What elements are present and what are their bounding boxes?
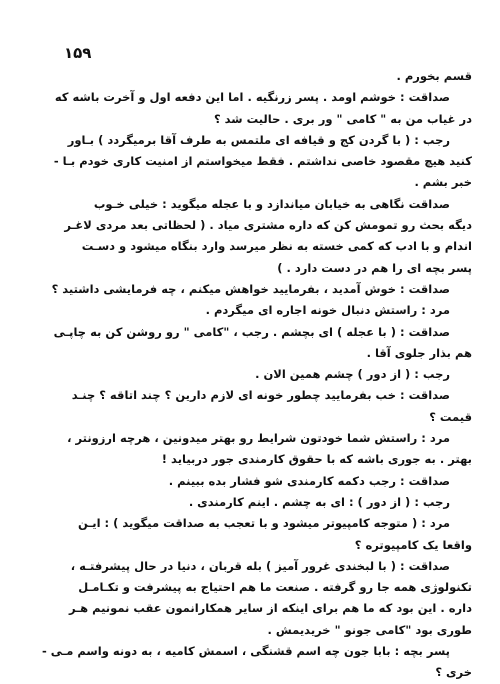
text-line: طوری بود "کامی جونو " خریدیمش . — [267, 622, 472, 637]
text-line: رجب : ( از دور ) چشم همین الان . — [255, 367, 450, 382]
text-line: دیگه بحث رو تمومش کن که داره مشتری میاد . ( لحظاتی بعد مردی لاغـر — [64, 218, 472, 233]
text-line: صداقت : خب بفرمایید چطور خونه ای لازم دارین ؟ چند اتاقه ؟ چنـد — [71, 388, 450, 403]
text-line: پسر بچه ای را هم در دست دارد . ) — [277, 260, 472, 275]
text-line: مرد : ( متوجه کامپیوتر میشود و با تعجب به صداقت میگوید ) : ایـن — [77, 516, 450, 531]
text-line: صداقت : خوش آمدید ، بفرمایید خواهش میکنم ، چه فرمایشی داشتید ؟ — [51, 281, 450, 296]
page-number: ۱۵۹ — [64, 44, 92, 62]
body-text — [28, 66, 472, 684]
text-line: صداقت : خوشم اومد . پسر زرنگیه . اما این دفعه اول و آخرت باشه که — [54, 90, 450, 105]
text-line: رجب : ( با گردن کج و قیافه ای ملتمس به طرف آقا برمیگردد ) بـاور — [67, 132, 450, 147]
text-line: داره . این بود که ما هم برای اینکه از سایر همکارانمون عقب نمونیم هـر — [69, 601, 472, 616]
text-line: صداقت : ( با لبخندی غرور آمیز ) بله قربان ، دنیا در حال پیشرفتـه ، — [70, 558, 450, 573]
text-line: خبر بشم . — [414, 175, 472, 190]
text-line: مرد : راستش دنبال خونه اجاره ای میگردم . — [205, 303, 450, 318]
text-line: صداقت نگاهی به خیابان میاندازد و با عجله میگوید : خیلی خـوب — [93, 196, 450, 211]
text-line: بهتر . به جوری باشه که با حقوق کارمندی جور دربیاید ! — [161, 452, 472, 467]
text-line: تکنولوژی همه جا رو گرفته . صنعت ما هم احتیاج به پیشرفت و تکـامـل — [78, 580, 472, 595]
text-line: خری ؟ — [435, 665, 472, 680]
text-line: واقعا یک کامپیوتره ؟ — [354, 537, 472, 552]
text-line: قیمت ؟ — [429, 409, 472, 424]
text-line: پسر بچه : بابا جون چه اسم قشنگی ، اسمش کامیه ، به دونه واسم مـی - — [41, 644, 450, 659]
text-line: در غیاب من به " کامی " ور بری . حالیت شد ؟ — [213, 111, 472, 126]
text-line: صداقت : ( با عجله ) ای بچشم . رجب ، "کامی " رو روشن کن به چاپـی — [53, 324, 450, 339]
text-line: رجب : ( از دور ) : ای به چشم . اینم کارمندی . — [188, 494, 450, 509]
text-line: هم بذار جلوی آقا . — [366, 345, 472, 360]
text-line: کنید هیچ مقصود خاصی نداشتم . فقط میخواستم از امنیت کاری خودم بـا - — [53, 154, 472, 169]
text-line: صداقت : رجب دکمه کارمندی شو فشار بده ببینم . — [168, 473, 450, 488]
text-line: قسم بخورم . — [396, 69, 472, 83]
text-line: اندام و با ادب که کمی خسته به نظر میرسد وارد بنگاه میشود و دسـت — [81, 239, 472, 254]
text-line: مرد : راستش شما خودتون شرایط رو بهتر میدونین ، هرچه ارزونتر ، — [67, 431, 450, 446]
